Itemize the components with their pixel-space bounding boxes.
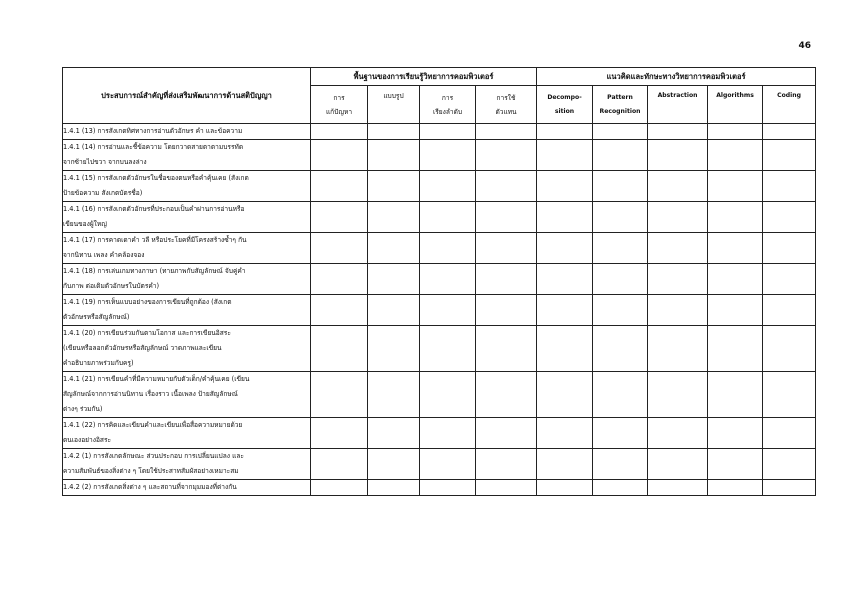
table-row [63, 140, 816, 171]
check-cell [648, 372, 708, 418]
check-cell [537, 233, 593, 264]
check-cell [648, 480, 708, 496]
experience-item-line: 1.4.1 (14) การอ่านและชี้ข้อความ โดยกวาดสายตาตามบรรทัด [63, 143, 244, 151]
check-cell [593, 233, 648, 264]
check-cell [537, 171, 593, 202]
check-cell [420, 171, 476, 202]
check-cell [708, 418, 763, 449]
check-cell [476, 449, 537, 480]
check-cell [311, 140, 368, 171]
table-body [63, 124, 816, 496]
check-cell [420, 480, 476, 496]
check-cell [708, 171, 763, 202]
check-cell [593, 124, 648, 140]
subheader-pattern-recognition: Pattern Recognition [593, 86, 648, 124]
check-cell [476, 233, 537, 264]
check-cell [708, 124, 763, 140]
check-cell [476, 372, 537, 418]
check-cell [763, 202, 816, 233]
check-cell [420, 295, 476, 326]
experience-item-line: 1.4.1 (13) การสังเกตทิศทางการอ่านตัวอักษร คำ และข้อความ [63, 127, 243, 135]
check-cell [763, 480, 816, 496]
experience-item-line: 1.4.1 (15) การสังเกตตัวอักษรในชื่อของตนหรือคำคุ้นเคย (สังเกต [63, 174, 249, 182]
experience-item [63, 295, 311, 326]
check-cell [593, 202, 648, 233]
subheader-sequencing: การ เรียงลำดับ [420, 86, 476, 124]
check-cell [537, 372, 593, 418]
check-cell [537, 140, 593, 171]
check-cell [420, 326, 476, 372]
check-cell [311, 326, 368, 372]
experience-item-line: 1.4.1 (19) การเห็นแบบอย่างของการเขียนที่ถูกต้อง (สังเกต [63, 298, 232, 306]
experience-item [63, 480, 311, 496]
check-cell [368, 295, 420, 326]
check-cell [368, 480, 420, 496]
table-row [63, 264, 816, 295]
experience-item-line: 1.4.1 (20) การเขียนร่วมกันตามโอกาส และการเขียนอิสระ [63, 329, 231, 337]
check-cell [763, 372, 816, 418]
check-cell [476, 124, 537, 140]
check-cell [476, 295, 537, 326]
experience-item-line: เขียนของผู้ใหญ่ [63, 220, 107, 228]
check-cell [311, 171, 368, 202]
check-cell [593, 171, 648, 202]
check-cell [537, 449, 593, 480]
check-cell [368, 372, 420, 418]
skills-matrix-table [62, 67, 816, 496]
check-cell [311, 202, 368, 233]
check-cell [311, 449, 368, 480]
check-cell [763, 418, 816, 449]
check-cell [368, 202, 420, 233]
check-cell [368, 124, 420, 140]
experience-item-line: ต่างๆ ร่วมกัน) [63, 405, 103, 413]
check-cell [763, 233, 816, 264]
check-cell [368, 418, 420, 449]
check-cell [648, 295, 708, 326]
experience-item [63, 372, 311, 418]
experience-item [63, 140, 311, 171]
check-cell [420, 124, 476, 140]
check-cell [763, 295, 816, 326]
check-cell [708, 295, 763, 326]
group-header-foundations: พื้นฐานของการเรียนรู้วิทยาการคอมพิวเตอร์ [311, 68, 537, 86]
check-cell [311, 124, 368, 140]
table-row [63, 418, 816, 449]
check-cell [420, 140, 476, 171]
experience-item [63, 202, 311, 233]
check-cell [537, 202, 593, 233]
check-cell [420, 233, 476, 264]
check-cell [311, 372, 368, 418]
experience-item-line: ตนเองอย่างอิสระ [63, 436, 112, 444]
check-cell [593, 449, 648, 480]
table-row [63, 372, 816, 418]
check-cell [708, 480, 763, 496]
check-cell [648, 264, 708, 295]
check-cell [537, 480, 593, 496]
experience-item [63, 264, 311, 295]
check-cell [420, 264, 476, 295]
check-cell [476, 326, 537, 372]
check-cell [537, 264, 593, 295]
check-cell [420, 372, 476, 418]
check-cell [763, 264, 816, 295]
experience-item-line: 1.4.1 (21) การเขียนคำที่มีความหมายกับตัวเด็ก/คำคุ้นเคย (เขียน [63, 375, 250, 383]
table-row [63, 202, 816, 233]
experience-item-line: 1.4.1 (18) การเล่นเกมทางภาษา (ทายภาพกับสัญลักษณ์ จับคู่คำ [63, 267, 246, 275]
check-cell [763, 449, 816, 480]
check-cell [708, 233, 763, 264]
check-cell [537, 295, 593, 326]
table-row [63, 171, 816, 202]
check-cell [420, 202, 476, 233]
check-cell [593, 295, 648, 326]
check-cell [648, 171, 708, 202]
experience-item-line: ตัวอักษรหรือสัญลักษณ์) [63, 313, 130, 321]
check-cell [311, 295, 368, 326]
table-row [63, 326, 816, 372]
subheader-representation: การใช้ ตัวแทน [476, 86, 537, 124]
check-cell [368, 233, 420, 264]
experience-item-line: ความสัมพันธ์ของสิ่งต่าง ๆ โดยใช้ประสาทสัมผัสอย่างเหมาะสม [63, 467, 239, 475]
page-number: 46 [798, 41, 811, 51]
check-cell [476, 264, 537, 295]
check-cell [311, 264, 368, 295]
experience-item [63, 124, 311, 140]
experience-item-line: สัญลักษณ์จากการอ่านนิทาน เรื่องราว เนื้อเพลง ป้ายสัญลักษณ์ [63, 390, 238, 398]
experience-item [63, 449, 311, 480]
check-cell [708, 449, 763, 480]
check-cell [537, 326, 593, 372]
check-cell [311, 480, 368, 496]
check-cell [368, 449, 420, 480]
subheader-coding: Coding [763, 86, 816, 124]
experience-item-line: 1.4.1 (16) การสังเกตตัวอักษรที่ประกอบเป็นคำผ่านการอ่านหรือ [63, 205, 245, 213]
check-cell [763, 124, 816, 140]
check-cell [708, 372, 763, 418]
experience-item [63, 171, 311, 202]
check-cell [708, 326, 763, 372]
experience-item [63, 418, 311, 449]
check-cell [593, 480, 648, 496]
experience-item [63, 233, 311, 264]
table-row [63, 449, 816, 480]
check-cell [648, 449, 708, 480]
experience-column-header: ประสบการณ์สำคัญที่ส่งเสริมพัฒนาการด้านสติปัญญา [63, 68, 311, 124]
check-cell [368, 171, 420, 202]
experience-item-line: (เขียนหรือลอกตัวอักษรหรือสัญลักษณ์ วาดภาพและเขียน [63, 344, 222, 352]
check-cell [708, 140, 763, 171]
check-cell [311, 418, 368, 449]
group-header-computational-thinking: แนวคิดและทักษะทางวิทยาการคอมพิวเตอร์ [537, 68, 816, 86]
check-cell [708, 264, 763, 295]
experience-item-line: จากนิทาน เพลง คำคล้องจอง [63, 251, 145, 259]
table-row [63, 233, 816, 264]
subheader-patterns: แบบรูป [368, 86, 420, 124]
check-cell [537, 124, 593, 140]
experience-item-line: จากซ้ายไปขวา จากบนลงล่าง [63, 158, 147, 166]
check-cell [476, 202, 537, 233]
check-cell [593, 264, 648, 295]
check-cell [648, 202, 708, 233]
subheader-problem-solving: การ แก้ปัญหา [311, 86, 368, 124]
check-cell [368, 264, 420, 295]
subheader-decomposition: Decompo- sition [537, 86, 593, 124]
check-cell [476, 140, 537, 171]
experience-item-line: กับภาพ ต่อเติมตัวอักษรในบัตรคำ) [63, 282, 160, 290]
experience-item-line: 1.4.2 (2) การสังเกตสิ่งต่าง ๆ และสถานที่จากมุมมองที่ต่างกัน [63, 483, 237, 491]
check-cell [763, 171, 816, 202]
check-cell [593, 140, 648, 171]
experience-item-line: ป้ายข้อความ สังเกตบัตรชื่อ) [63, 189, 143, 197]
subheader-algorithms: Algorithms [708, 86, 763, 124]
check-cell [763, 140, 816, 171]
check-cell [708, 202, 763, 233]
check-cell [648, 124, 708, 140]
check-cell [311, 233, 368, 264]
table-row [63, 124, 816, 140]
check-cell [648, 326, 708, 372]
check-cell [593, 372, 648, 418]
experience-item-line: 1.4.1 (17) การคาดเดาคำ วลี หรือประโยคที่มีโครงสร้างซ้ำๆ กัน [63, 236, 247, 244]
experience-item-line: 1.4.2 (1) การสังเกตลักษณะ ส่วนประกอบ การเปลี่ยนแปลง และ [63, 452, 244, 460]
check-cell [476, 418, 537, 449]
table-row [63, 295, 816, 326]
check-cell [420, 418, 476, 449]
check-cell [476, 480, 537, 496]
experience-item-line: คำอธิบายภาพร่วมกับครู) [63, 359, 134, 367]
check-cell [368, 326, 420, 372]
check-cell [593, 326, 648, 372]
experience-item-line: 1.4.1 (22) การคิดและเขียนคำและเขียนเพื่อสื่อความหมายด้วย [63, 421, 243, 429]
check-cell [476, 171, 537, 202]
check-cell [648, 233, 708, 264]
check-cell [537, 418, 593, 449]
check-cell [420, 449, 476, 480]
check-cell [368, 140, 420, 171]
experience-item [63, 326, 311, 372]
check-cell [648, 140, 708, 171]
check-cell [763, 326, 816, 372]
table-row [63, 480, 816, 496]
subheader-abstraction: Abstraction [648, 86, 708, 124]
check-cell [593, 418, 648, 449]
check-cell [648, 418, 708, 449]
